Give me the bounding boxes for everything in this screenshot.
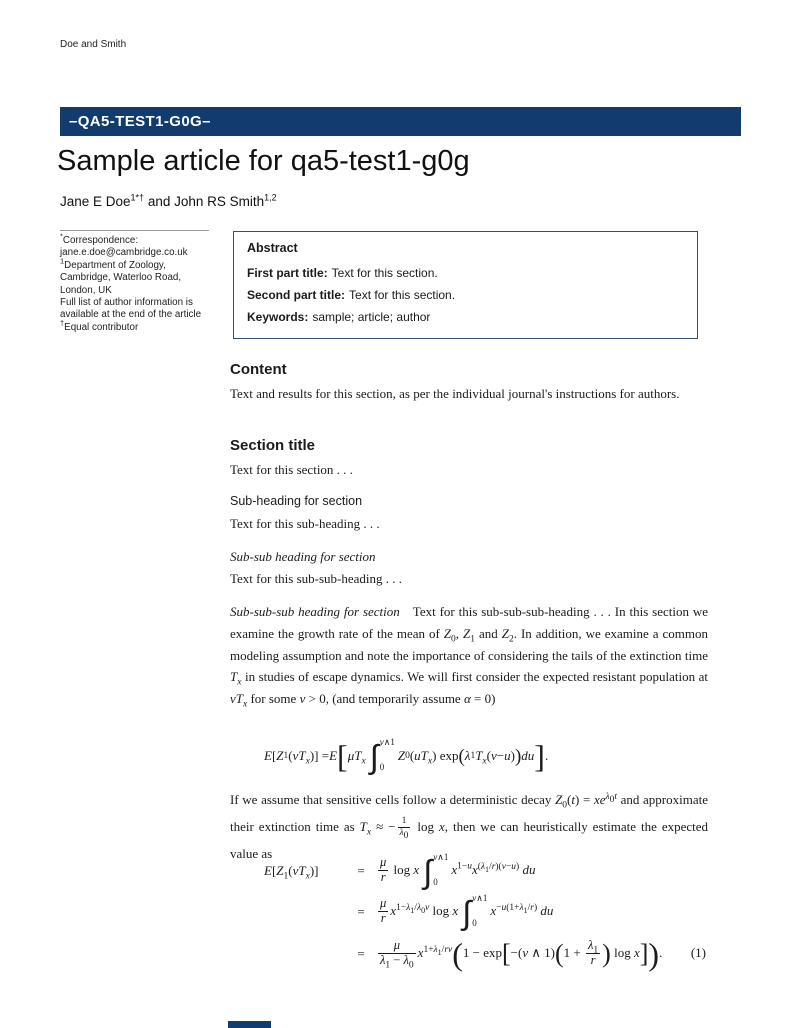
correspondence-label: *Correspondence: <box>60 231 139 246</box>
equation-rhs: $\frac{\mu}{r}$ log x ∫ v∧1 0 $x^{1-u}x^{(\lambda_1/r)(v-u)}$ du <box>380 851 536 891</box>
display-equation: E [ Z 1 ( $vT_x$ )] = E [ $\mu T_x$ ∫ v∧1 0 Z 0 ( $uT_x$ ) exp ( λ 1 $T_x$ ( v − u ) ) du ] . <box>264 736 549 776</box>
abstract-row-label: Second part title: <box>247 288 346 302</box>
running-head: Doe and Smith <box>60 39 127 50</box>
equation-rhs: $\frac{\mu}{r}$ $x^{1-\lambda_1/\lambda_0v}$ log x ∫ v∧1 0 $x^{-u(1+\lambda_1/r)}$ du <box>380 892 554 932</box>
after-equation-paragraph: If we assume that sensitive cells follow a deterministic decay $Z_0(t) = xe^{\lambda_0t}$ and approximate their extinction time as $T_x$ ≈ − $\frac{1}{\lambda_0}$ log x, then we can heuristically estimate the expected value as <box>230 791 709 861</box>
equation-array-row <box>230 850 708 892</box>
abstract-row-text: Text for this section. <box>349 288 456 302</box>
affiliation-line: Cambridge, Waterloo Road, <box>60 272 182 284</box>
abstract-row <box>247 284 684 306</box>
equation-array-row <box>230 892 708 932</box>
subsubsection-heading: Sub-sub heading for section <box>230 549 376 564</box>
correspondence-email: jane.e.doe@cambridge.co.uk <box>60 247 188 259</box>
affiliation-line: $^1$Department of Zoology, <box>60 256 166 271</box>
equation-array <box>230 850 708 976</box>
equals-sign: = <box>357 863 365 878</box>
correspondence-block <box>60 231 218 334</box>
subsection-heading: Sub-heading for section <box>230 494 363 508</box>
run-in-heading-paragraph: Sub-sub-sub heading for section Text for this sub-sub-sub-heading . . . In this section we examine the growth rate of the mean of $Z_0$, $Z_1$ and $Z_2$. In addition, we examine a common modeling assumption and note the importance of considering the tails of the extinction time $T_x$ in studies of escape dynamics. We will first consider the expected resistant population at $vT_x$ for some v > 0, (and temporarily assume α = 0) <box>230 604 709 710</box>
subsubsection-paragraph: Text for this sub-sub-heading . . . <box>230 571 403 586</box>
sidebar-rule <box>60 230 209 231</box>
banner-label: –QA5-TEST1-G0G– <box>69 113 211 130</box>
equals-sign: = <box>357 946 365 961</box>
article-type-banner <box>60 107 741 136</box>
equation-rhs: $\frac{\mu}{\lambda_1 - \lambda_0}$ $x^{1+\lambda_1/rv}(1 - \exp[-(v$ ∧ 1)(1 + $\frac{\lambda_1}{r}$ ) log x]). <box>380 936 663 972</box>
section-paragraph: Text for this section . . . <box>230 462 353 477</box>
equals-sign: = <box>357 904 365 919</box>
next-page-banner-fragment <box>228 1021 271 1028</box>
keywords-label: Keywords: <box>247 310 309 324</box>
abstract-row-label: First part title: <box>247 266 328 280</box>
abstract-heading: Abstract <box>247 241 298 255</box>
section-heading: Section title <box>230 437 316 454</box>
content-heading: Content <box>230 361 287 378</box>
author-info-note: Full list of author information is <box>60 297 193 309</box>
affiliation-line: London, UK <box>60 284 112 296</box>
keywords-text: sample; article; author <box>312 310 431 324</box>
content-paragraph: Text and results for this section, as per the individual journal's instructions for authors. <box>230 386 680 401</box>
equal-contributor-note: †Equal contributor <box>60 318 139 333</box>
subsection-paragraph: Text for this sub-heading . . . <box>230 516 380 531</box>
equation-number: (1) <box>690 945 706 960</box>
article-title: Sample article for qa5-test1-g0g <box>57 145 470 177</box>
equation-array-row <box>230 932 708 976</box>
authors-line: Jane E Doe$^{1*\dagger}$ and John RS Smith$^{1,2}$ <box>60 192 277 209</box>
equation-lhs: $E[Z_1(vT_x)]$ <box>264 863 319 882</box>
abstract-row-text: Text for this section. <box>331 266 438 280</box>
abstract-row <box>247 262 684 284</box>
author-info-note: available at the end of the article <box>60 309 202 321</box>
abstract-box <box>233 231 698 339</box>
keywords-row <box>247 306 684 328</box>
